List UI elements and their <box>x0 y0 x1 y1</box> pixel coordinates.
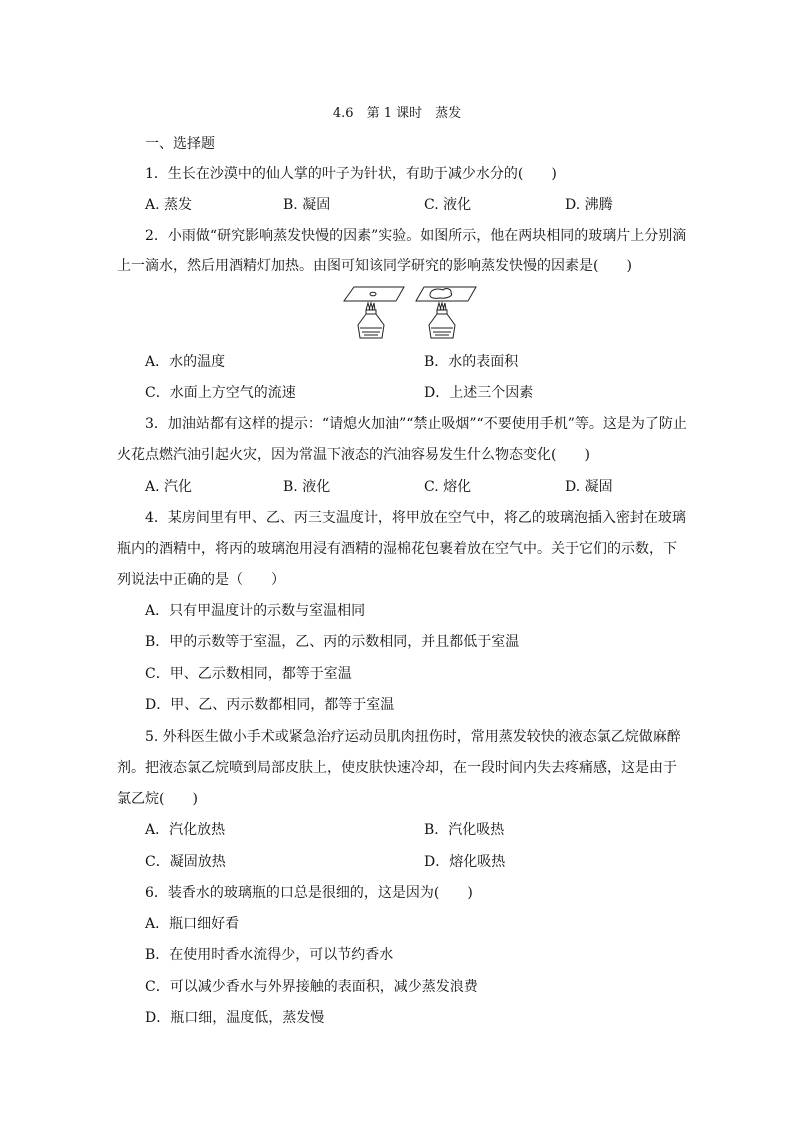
q3-option-b: B. 液化 <box>283 479 331 495</box>
q6-stem: 6．装香水的玻璃瓶的口总是很细的，这是因为( ) <box>145 885 473 901</box>
q6-option-b: B．在使用时香水流得少，可以节约香水 <box>145 947 394 963</box>
q4-stem-line2: 瓶内的酒精中，将丙的玻璃泡用浸有酒精的湿棉花包裹着放在空气中。关于它们的示数，下 <box>117 541 677 557</box>
q1-option-a: A. 蒸发 <box>145 197 193 213</box>
q2-option-c: C．水面上方空气的流速 <box>145 385 296 401</box>
left-water-drop <box>370 292 376 296</box>
q4-option-c: C．甲、乙示数相同，都等于室温 <box>145 666 352 682</box>
right-glass-plate <box>416 287 476 301</box>
q1-option-c: C. 液化 <box>424 197 472 213</box>
q3-option-d: D. 凝固 <box>565 479 613 495</box>
q5-option-a: A．汽化放热 <box>145 822 226 838</box>
right-water-spread <box>430 289 452 299</box>
q5-option-d: D．熔化吸热 <box>424 854 506 870</box>
q5-stem-line2: 剂。把液态氯乙烷喷到局部皮肤上，使皮肤快速冷却，在一段时间内失去疼痛感，这是由于 <box>117 760 677 776</box>
q2-stem-line1: 2．小雨做“研究影响蒸发快慢的因素”实验。如图所示，他在两块相同的玻璃片上分别滴 <box>145 228 687 244</box>
q2-option-a: A．水的温度 <box>145 354 226 370</box>
q4-stem-line1: 4．某房间里有甲、乙、丙三支温度计，将甲放在空气中，将乙的玻璃泡插入密封在玻璃 <box>145 510 686 526</box>
q1-option-b: B. 凝固 <box>283 197 331 213</box>
q2-stem-line2: 上一滴水，然后用酒精灯加热。由图可知该同学研究的影响蒸发快慢的因素是( ) <box>117 258 632 274</box>
q5-stem-line3: 氯乙烷( ) <box>117 791 198 807</box>
q3-stem-line1: 3．加油站都有这样的提示：“请熄火加油”“禁止吸烟”“不要使用手机”等。这是为了防止 <box>145 416 687 432</box>
q2-option-b: B．水的表面积 <box>424 354 519 370</box>
q5-option-b: B．汽化吸热 <box>424 822 505 838</box>
left-alcohol-lamp <box>358 303 384 338</box>
page-title: 4.6 第 1 课时 蒸发 <box>332 106 462 121</box>
q4-option-b: B．甲的示数等于室温，乙、丙的示数相同，并且都低于室温 <box>145 634 520 650</box>
q3-option-c: C. 熔化 <box>424 479 472 495</box>
q4-stem-line3: 列说法中正确的是（ ） <box>117 572 285 588</box>
q2-option-d: D．上述三个因素 <box>424 385 534 401</box>
q1-stem: 1．生长在沙漠中的仙人掌的叶子为针状，有助于减少水分的( ) <box>145 166 557 182</box>
right-alcohol-lamp <box>429 303 455 338</box>
q1-option-d: D. 沸腾 <box>565 197 613 213</box>
q5-stem-line1: 5. 外科医生做小手术或紧急治疗运动员肌肉扭伤时，常用蒸发较快的液态氯乙烷做麻醉 <box>145 729 681 745</box>
left-glass-plate <box>344 287 404 301</box>
q6-option-c: C．可以减少香水与外界接触的表面积，减少蒸发浪费 <box>145 979 478 995</box>
evaporation-experiment-figure <box>340 283 480 345</box>
q4-option-a: A．只有甲温度计的示数与室温相同 <box>145 603 366 619</box>
q3-option-a: A. 汽化 <box>145 479 193 495</box>
q4-option-d: D．甲、乙、丙示数都相同，都等于室温 <box>145 697 395 713</box>
q6-option-d: D．瓶口细，温度低，蒸发慢 <box>145 1010 325 1026</box>
section-heading: 一、选择题 <box>145 136 215 152</box>
q3-stem-line2: 火花点燃汽油引起火灾，因为常温下液态的汽油容易发生什么物态变化( ) <box>117 447 590 463</box>
q6-option-a: A．瓶口细好看 <box>145 916 240 932</box>
q5-option-c: C．凝固放热 <box>145 854 226 870</box>
